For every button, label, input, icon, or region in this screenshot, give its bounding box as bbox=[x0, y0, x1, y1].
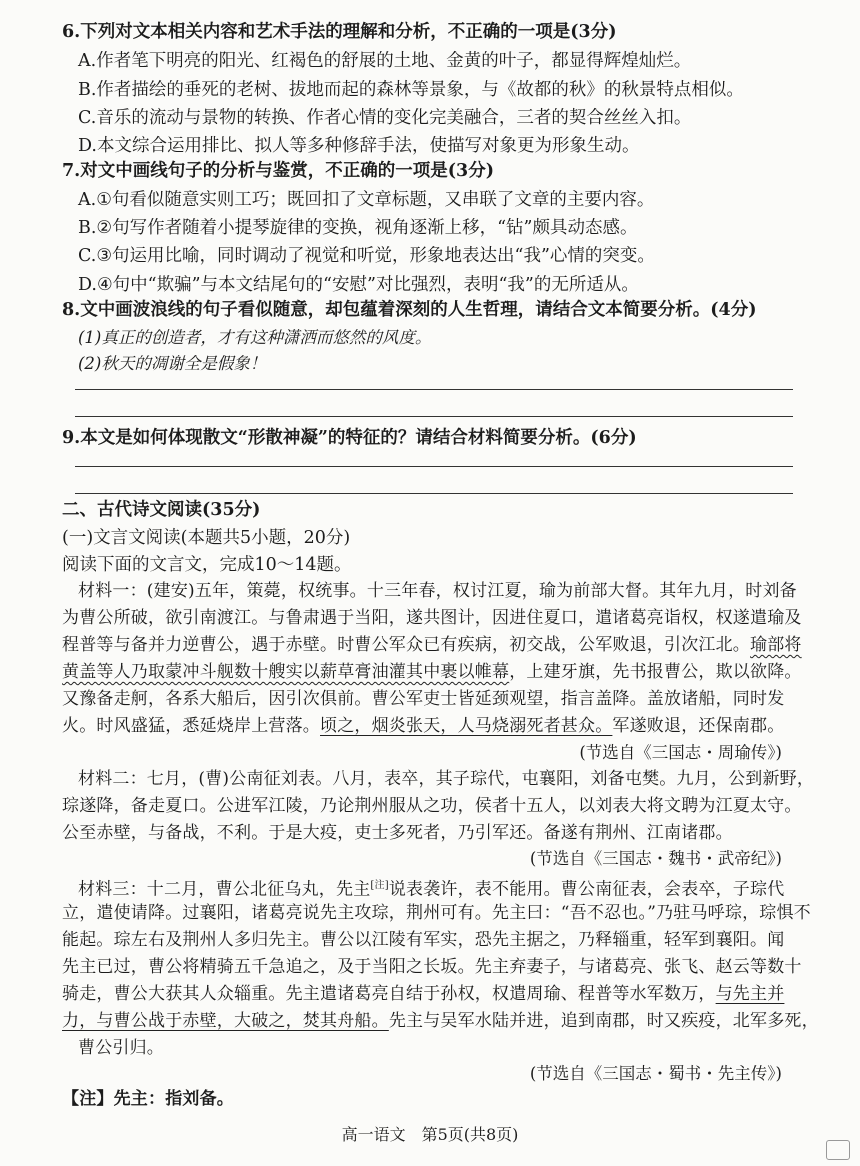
m1-line-3-text: 程普等与备并力逆曹公，遇于赤壁。时曹公军众已有疾病，初交战，公军败退，引次江北。 bbox=[62, 635, 750, 655]
m1-source: (节选自《三国志・周瑜传》) bbox=[579, 743, 782, 762]
m3-line-5 bbox=[62, 981, 784, 1007]
m3-note-marker: [注] bbox=[370, 880, 389, 891]
page-footer: 高一语文 第5页(共8页) bbox=[341, 1125, 519, 1144]
m3-line-2: 立，遣使请降。过襄阳，诸葛亮说先主攻琮，荆州可有。先主曰：“吾不忍也。”乃驻马呼琮，琮惧不 bbox=[62, 903, 811, 923]
m1-line-3 bbox=[62, 632, 802, 658]
q8-stem: 8.文中画波浪线的句子看似随意，却包蕴着深刻的人生哲理，请结合文本简要分析。(4分) bbox=[62, 300, 757, 320]
m2-line-1: 材料二：七月，(曹)公南征刘表。八月，表卒，其子琮代，屯襄阳，刘备屯樊。九月，公到新野， bbox=[78, 769, 815, 789]
subsection-title: (一)文言文阅读(本题共5小题，20分) bbox=[62, 528, 351, 548]
footnote: 【注】先主：指刘备。 bbox=[62, 1089, 234, 1109]
m3-line-4: 先主已过，曹公将精骑五千急追之，及于当阳之长坂。先主弃妻子，与诸葛亮、张飞、赵云等数十 bbox=[62, 957, 802, 977]
answer-line-3 bbox=[75, 466, 793, 467]
m3-underline-1: 与先主并 bbox=[715, 984, 785, 1004]
m1-wavy-underline-2: 黄盖等人乃取蒙冲斗舰数十艘实以薪草膏油灌其中裹以帷幕 bbox=[62, 662, 510, 682]
m3-line-1b: 说表袭许，表不能用。曹公南征表，会表卒，子琮代 bbox=[388, 879, 785, 900]
q6-stem: 6.下列对文本相关内容和艺术手法的理解和分析，不正确的一项是(3分) bbox=[62, 22, 617, 42]
section-title: 二、古代诗文阅读(35分) bbox=[62, 500, 261, 520]
corner-stamp-icon bbox=[826, 1140, 850, 1160]
m3-line-5-text: 骑走，曹公大获其人众辎重。先主遣诸葛亮自结于孙权，权遣周瑜、程普等水军数万， bbox=[62, 984, 716, 1004]
m1-line-6-text: 火。时风盛猛，悉延烧岸上营落。 bbox=[62, 716, 320, 736]
q6-option-a: A.作者笔下明亮的阳光、红褐色的舒展的土地、金黄的叶子，都显得辉煌灿烂。 bbox=[78, 51, 692, 71]
q7-option-a: A.①句看似随意实则工巧；既回扣了文章标题，又串联了文章的主要内容。 bbox=[78, 190, 655, 210]
q7-option-c: C.③句运用比喻，同时调动了视觉和听觉，形象地表达出“我”心情的突变。 bbox=[78, 246, 655, 266]
m3-line-6-text: 先主与吴军水陆并进，追到南郡，时又疾疫，北军多死， bbox=[388, 1011, 819, 1031]
m1-line-1: 材料一：(建安)五年，策薨，权统事。十三年春，权讨江夏，瑜为前部大督。其年九月，时刘备 bbox=[78, 581, 797, 601]
m1-line-2: 为曹公所破，欲引南渡江。与鲁肃遇于当阳，遂共图计，因进住夏口，遣诸葛亮诣权，权遂遣瑜及 bbox=[62, 608, 802, 628]
m1-straight-underline: 顷之，烟炎张天，人马烧溺死者甚众。 bbox=[320, 716, 613, 736]
m3-line-3: 能起。琮左右及荆州人多归先主。曹公以江陵有军实，恐先主据之，乃释辎重，轻军到襄阳。闻 bbox=[62, 930, 785, 950]
q7-stem: 7.对文中画线句子的分析与鉴赏，不正确的一项是(3分) bbox=[62, 161, 495, 181]
q6-option-c: C.音乐的流动与景物的转换、作者心情的变化完美融合，三者的契合丝丝入扣。 bbox=[78, 108, 692, 128]
q7-option-d: D.④句中“欺骗”与本文结尾句的“安慰”对比强烈，表明“我”的无所适从。 bbox=[78, 275, 639, 295]
m3-line-1a: 材料三：十二月，曹公北征乌丸，先主 bbox=[78, 879, 371, 900]
m2-line-3: 公至赤壁，与备战，不利。于是大疫，吏士多死者，乃引军还。备遂有荆州、江南诸郡。 bbox=[62, 823, 733, 843]
m1-wavy-underline-1: 瑜部将 bbox=[750, 635, 802, 655]
m2-source: (节选自《三国志・魏书・武帝纪》) bbox=[529, 849, 782, 868]
m3-underline-2: 力，与曹公战于赤壁，大破之，焚其舟船。 bbox=[62, 1011, 389, 1031]
m3-line-6 bbox=[62, 1008, 819, 1034]
m1-line-4 bbox=[62, 659, 802, 685]
q9-stem: 9.本文是如何体现散文“形散神凝”的特征的？请结合材料简要分析。(6分) bbox=[62, 428, 637, 448]
q8-sentence-1: (1)真正的创造者，才有这种潇洒而悠然的风度。 bbox=[78, 328, 432, 347]
answer-line-2 bbox=[75, 416, 793, 417]
m3-source: (节选自《三国志・蜀书・先主传》) bbox=[529, 1064, 782, 1083]
m3-line-7: 曹公引归。 bbox=[78, 1038, 164, 1058]
m1-line-6 bbox=[62, 713, 784, 739]
instruction: 阅读下面的文言文，完成10～14题。 bbox=[62, 555, 352, 575]
q7-option-b: B.②句写作者随着小提琴旋律的变换，视角逐渐上移，“钻”颇具动态感。 bbox=[78, 218, 638, 238]
q6-option-d: D.本文综合运用排比、拟人等多种修辞手法，使描写对象更为形象生动。 bbox=[78, 136, 640, 156]
q8-sentence-2: (2)秋天的凋谢全是假象！ bbox=[78, 354, 267, 373]
answer-line-4 bbox=[75, 493, 793, 494]
m1-line-4-text: ，上建牙旗，先书报曹公，欺以欲降。 bbox=[509, 662, 802, 682]
answer-line-1 bbox=[75, 389, 793, 390]
m3-line-1 bbox=[78, 873, 784, 903]
m2-line-2: 琮遂降，备走夏口。公进军江陵，乃论荆州服从之功，侯者十五人，以刘表大将文聘为江夏太守。 bbox=[62, 796, 802, 816]
m1-line-5: 又豫备走舸，各系大船后，因引次俱前。曹公军吏士皆延颈观望，指言盖降。盖放诸船，同时发 bbox=[62, 689, 785, 709]
m1-line-6-tail: 军遂败退，还保南郡。 bbox=[612, 716, 785, 736]
q6-option-b: B.作者描绘的垂死的老树、拔地而起的森林等景象，与《故都的秋》的秋景特点相似。 bbox=[78, 80, 744, 100]
